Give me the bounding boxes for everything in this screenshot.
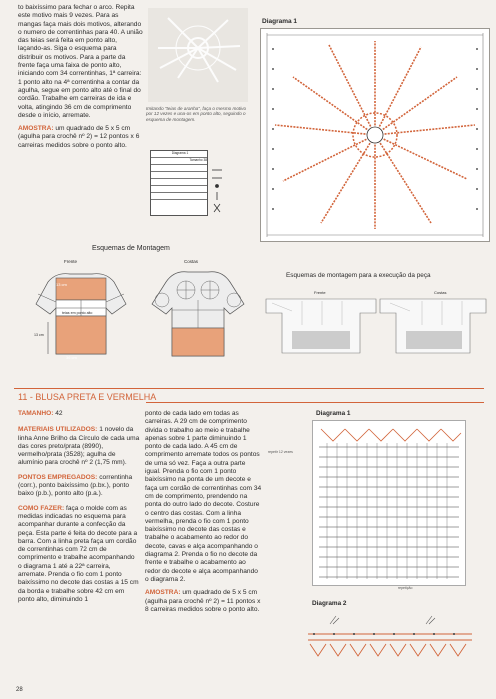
page-number: 28 xyxy=(16,687,23,693)
costas-label: Costas xyxy=(184,259,199,264)
montagem-left-title: Esquemas de Montagem xyxy=(92,245,170,252)
col2-amostra xyxy=(145,589,263,614)
pontos-paragraph xyxy=(18,474,140,499)
diagram1-top-title: Diagrama 1 xyxy=(262,18,298,25)
frente-schematic xyxy=(26,264,136,380)
frente-schematic-svg xyxy=(26,264,136,380)
costas-schematic-svg xyxy=(148,264,248,380)
section-rule-2 xyxy=(146,402,484,403)
montagem-right-svg xyxy=(262,295,490,357)
instructions-paragraph: to baixíssimo para fechar o arco. Repita este motivo mais 9 vezes. Para as mangas faça mais dois motivos, alterando o numero de correntinhas para 40. A união das teias será feita em ponto alto, laçando-as. Siga o esquema para distribuir os motivos. Para a parte da frente faça uma faixa de ponto alto, iniciando com 34 correntinhas, 1ª carreira: 1 ponto alto na 4ª correntinha a contar da agulha, segue em ponto alto até o final do cordão. Trabalhe em carreiras de ida e volta, atingindo 36 cm de comprimento desde o início, arremate. xyxy=(18,4,143,119)
legend-symbols xyxy=(208,150,244,214)
montagem-right-costas: Costas xyxy=(434,290,447,295)
tamanho-line xyxy=(18,410,140,418)
legend-row xyxy=(151,186,207,193)
col2-text xyxy=(145,410,263,614)
tamanho-label: TAMANHO: xyxy=(18,410,54,417)
motif-photo xyxy=(148,8,248,102)
frente-label: Frente xyxy=(64,259,78,264)
dim-side-label: 13 cm xyxy=(34,333,44,337)
materiais-text: 1 novelo da linha Anne Brilho da Círculo de cada uma das cores preto/prata (8990), vermelho/prata (3528); agulha de alumínio para crochê nº 2 (1,75 mm). xyxy=(18,426,140,467)
legend-row xyxy=(151,172,207,179)
col2-amostra-text: um quadrado de 5 x 5 cm (agulha para crochê nº 2) = 11 pontos x 8 carreiras medidos sobre o ponto alto. xyxy=(145,589,261,613)
pontos-text: correntinha (corr.), ponto baixíssimo (p.bx.), ponto baixo (p.b.), ponto alto (p.a.). xyxy=(18,473,133,498)
repeat-bottom-label: repetição xyxy=(398,586,413,590)
amostra-label: AMOSTRA: xyxy=(18,125,54,133)
diagram1-grid xyxy=(312,420,466,586)
legend-table xyxy=(150,150,208,216)
teias-label: teias em ponto alto xyxy=(62,311,93,315)
legend-row xyxy=(151,165,207,172)
legend-row xyxy=(151,179,207,186)
costas-schematic xyxy=(148,264,248,380)
diagram1-bottom-title: Diagrama 1 xyxy=(316,410,351,417)
amostra-paragraph xyxy=(18,125,143,150)
dim-top-label: 13 cm xyxy=(56,282,67,287)
montagem-right-frente: Frente xyxy=(314,290,326,295)
pontos-label: PONTOS EMPREGADOS: xyxy=(18,473,98,481)
diagram2-svg xyxy=(300,610,480,662)
spiderweb-chart xyxy=(261,29,489,241)
section-title: 11 - BLUSA PRETA E VERMELHA xyxy=(18,392,157,402)
tamanho-value: 42 xyxy=(55,410,63,417)
como-fazer-text: faça o molde com as medidas indicadas no esquema para acompanhar durante a confecção da peça. Esta parte é feita do decote para a barra. Com a linha preta faça um cordão de correntinhas com 72 cm de comprimento e trabalhe acompanhando o diagrama 1 até a 22ª carreira, arremate. Prenda o fio com 1 ponto baixíssimo no decote das costas a 15 cm da borda e trabalhe sobre 42 cm em ponto alto, diminuindo 1 xyxy=(18,504,139,603)
como-fazer-paragraph xyxy=(18,505,140,605)
como-fazer-label: COMO FAZER: xyxy=(18,504,65,512)
amostra-text: um quadrado de 5 x 5 cm (agulha para crochê nº 2) = 12 pontos x 6 carreiras medidos sobre o ponto alto. xyxy=(18,125,140,149)
dim-bottom-label: 36 cm xyxy=(66,355,77,360)
materiais-label: MATERIAIS UTILIZADOS: xyxy=(18,426,98,434)
col1-text xyxy=(18,410,140,604)
intro-text-column xyxy=(18,4,143,150)
col2-paragraph: ponto de cada lado em todas as carreiras. A 29 cm de comprimento divida o trabalho ao meio e trabalhe apenas sobre 1 parte diminuindo 1 ponto de cada lado. A 45 cm de comprimento arremate todos os pontos de uma só vez. Faça a outra parte igual. Prenda o fio com 1 ponto baixíssimo na ponta de um decote e faça um cordão de correntinhas com 34 cm de comprimento, prendendo na ponta do outro lado do decote. Costure o centro das costas. Com a linha vermelha, prenda o fio com 1 ponto baixíssimo no decote das costas e trabalhe o acabamento ao redor do decote, cavas e alça acompanhando o diagrama 2. Prenda o fio no decote da frente e trabalhe o acabamento ao redor do decote e alça acompanhando o diagrama 2. xyxy=(145,410,262,583)
diagram1-spiderweb xyxy=(260,28,490,242)
photo-caption: Imitando "teias de aranha", faça o mesmo motivo por 12 vezes e una-os em ponto alto, seguindo o esquema de montagem. xyxy=(146,106,247,122)
motif-photo-illustration xyxy=(148,8,248,102)
materiais-paragraph xyxy=(18,426,140,467)
legend-row xyxy=(151,193,207,200)
diagram2-title: Diagrama 2 xyxy=(312,600,347,607)
legend-title: Diagrama 1 xyxy=(151,151,207,158)
legend-symbols-svg xyxy=(208,150,244,214)
legend-row xyxy=(151,200,207,206)
diagram1-grid-svg xyxy=(313,421,465,585)
legend-subtitle: Tamanho 38 xyxy=(151,158,207,165)
section-rule xyxy=(14,388,484,389)
repeat-left-label: repetir 12 vezes xyxy=(268,450,293,454)
diagram2-chart xyxy=(300,610,480,662)
montagem-right-diagram xyxy=(262,295,490,357)
col2-amostra-label: AMOSTRA: xyxy=(145,589,181,597)
montagem-right-title: Esquemas de montagem para a execução da peça xyxy=(286,272,431,279)
